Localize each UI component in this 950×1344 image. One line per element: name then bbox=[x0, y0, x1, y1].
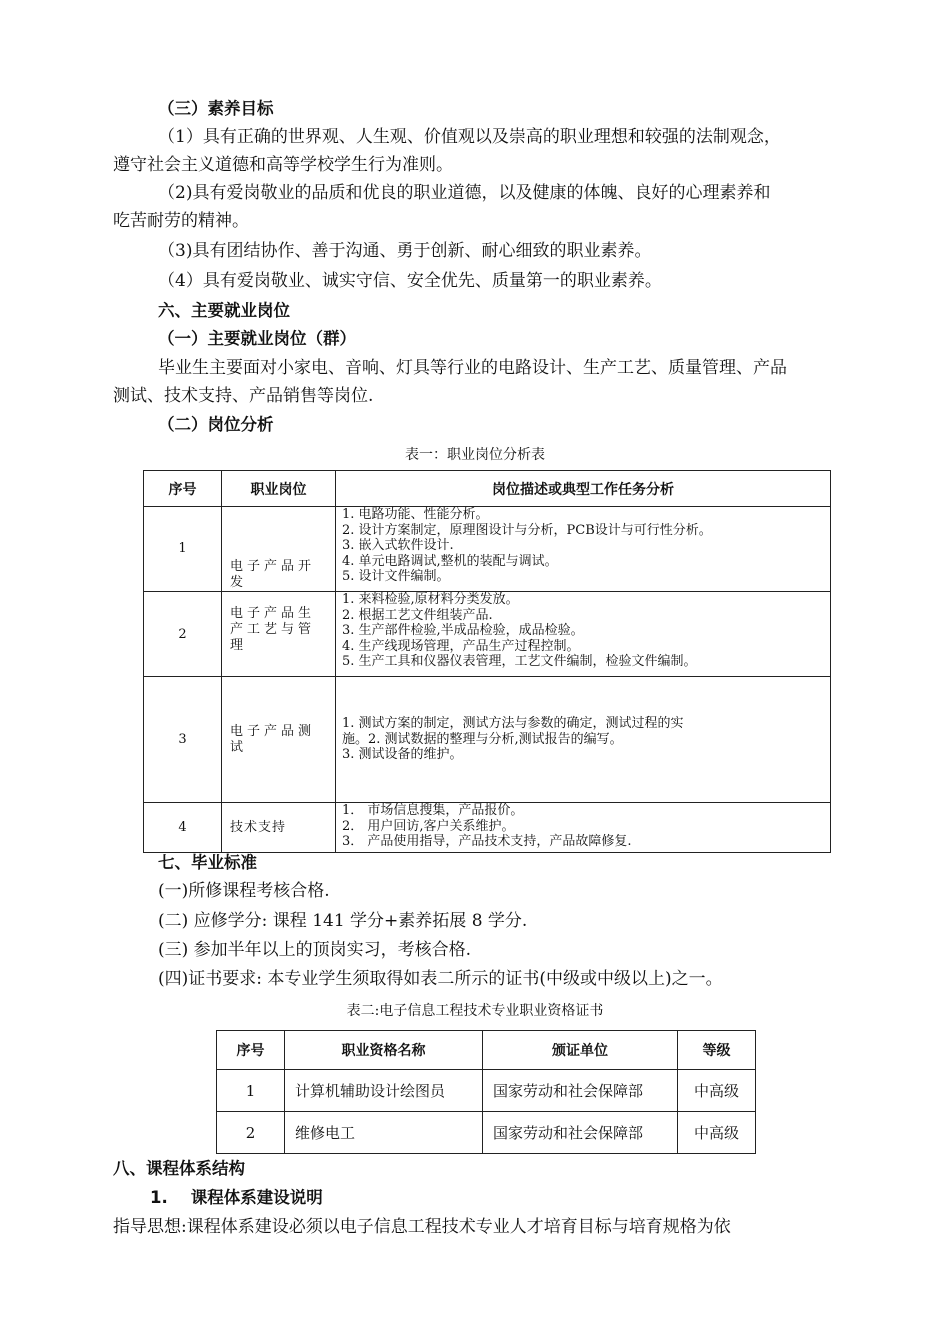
job-title: 电子产品开发 bbox=[222, 507, 336, 592]
paragraph-text: 毕业生主要面对小家电、音响、灯具等行业的电路设计、生产工艺、质量管理、产品 bbox=[158, 358, 787, 378]
row-number: 1 bbox=[217, 1070, 285, 1112]
table-row bbox=[144, 592, 831, 677]
job-description bbox=[336, 592, 831, 677]
description-line: 1. 来料检验,原材料分类发放。 bbox=[342, 592, 519, 607]
paragraph-text: （3)具有团结协作、善于沟通、勇于创新、耐心细致的职业素养。 bbox=[158, 241, 652, 261]
table-header-cell: 颁证单位 bbox=[483, 1031, 678, 1070]
heading-graduation-standard: 七、毕业标准 bbox=[158, 853, 257, 872]
table-header-row bbox=[217, 1031, 756, 1070]
certificate-table bbox=[216, 1030, 756, 1154]
paragraph-text: (二) 应修学分: 课程 141 学分+素养拓展 8 学分. bbox=[158, 911, 528, 931]
heading-employment-positions: 六、主要就业岗位 bbox=[158, 301, 290, 320]
table-header-cell: 序号 bbox=[144, 471, 222, 507]
row-number: 1 bbox=[144, 507, 222, 592]
table-header-cell: 等级 bbox=[678, 1031, 756, 1070]
row-number: 3 bbox=[144, 677, 222, 803]
description-line: 4. 生产线现场管理，产品生产过程控制。 bbox=[342, 638, 580, 654]
paragraph-text: 测试、技术支持、产品销售等岗位. bbox=[113, 386, 374, 406]
position-analysis-table bbox=[143, 470, 831, 853]
paragraph-text: 遵守社会主义道德和高等学校学生行为准则。 bbox=[113, 155, 453, 175]
certificate-level: 中高级 bbox=[678, 1112, 756, 1154]
table-row bbox=[217, 1070, 756, 1112]
job-title: 电子产品生产工艺与管理 bbox=[222, 592, 336, 677]
description-line: 2. 设计方案制定，原理图设计与分析，PCB设计与可行性分析。 bbox=[342, 522, 712, 538]
heading-literacy-goals: （三）素养目标 bbox=[158, 99, 274, 118]
job-title: 技术支持 bbox=[222, 803, 336, 853]
paragraph-text: 吃苦耐劳的精神。 bbox=[113, 211, 249, 231]
table-row bbox=[144, 677, 831, 803]
paragraph-text: (四)证书要求: 本专业学生须取得如表二所示的证书(中级或中级以上)之一。 bbox=[158, 969, 723, 989]
paragraph-text: (一)所修课程考核合格. bbox=[158, 881, 330, 901]
subheading-position-group: （一）主要就业岗位（群） bbox=[158, 329, 356, 348]
row-number: 2 bbox=[217, 1112, 285, 1154]
paragraph-text: （1）具有正确的世界观、人生观、价值观以及崇高的职业理想和较强的法制观念， bbox=[158, 127, 781, 147]
description-line: 3. 测试设备的维护。 bbox=[342, 747, 463, 763]
table-header-row bbox=[144, 471, 831, 507]
heading-curriculum-structure: 八、课程体系结构 bbox=[113, 1159, 245, 1178]
paragraph-text: 指导思想:课程体系建设必须以电子信息工程技术专业人才培育目标与培育规格为依 bbox=[113, 1217, 731, 1237]
description-line: 3. 生产部件检验,半成品检验，成品检验。 bbox=[342, 623, 584, 638]
description-line: 3． 产品使用指导，产品技术支持，产品故障修复. bbox=[342, 834, 632, 849]
description-line: 4. 单元电路调试,整机的装配与调试。 bbox=[342, 553, 558, 569]
job-description bbox=[336, 803, 831, 853]
job-title: 电子产品测试 bbox=[222, 677, 336, 803]
table2-caption: 表二:电子信息工程技术专业职业资格证书 bbox=[346, 1003, 604, 1019]
table-header-cell: 岗位描述或典型工作任务分析 bbox=[336, 471, 831, 507]
certificate-name: 维修电工 bbox=[285, 1112, 483, 1154]
table-row bbox=[144, 803, 831, 853]
table-header-cell: 职业资格名称 bbox=[285, 1031, 483, 1070]
row-number: 4 bbox=[144, 803, 222, 853]
table-header-cell: 序号 bbox=[217, 1031, 285, 1070]
paragraph-text: （4）具有爱岗敬业、诚实守信、安全优先、质量第一的职业素养。 bbox=[158, 271, 662, 291]
description-line: 3. 嵌入式软件设计. bbox=[342, 538, 454, 553]
description-line: 1． 市场信息搜集，产品报价。 bbox=[342, 803, 524, 818]
job-description bbox=[336, 507, 831, 592]
description-line: 1. 测试方案的制定，测试方法与参数的确定，测试过程的实 bbox=[342, 716, 684, 732]
subheading-curriculum-notes: 1. 课程体系建设说明 bbox=[150, 1188, 323, 1207]
table1-caption: 表一：职业岗位分析表 bbox=[405, 447, 545, 463]
description-line: 2． 用户回访,客户关系维护。 bbox=[342, 818, 515, 834]
table-header-cell: 职业岗位 bbox=[222, 471, 336, 507]
description-line: 5. 生产工具和仪器仪表管理，工艺文件编制，检验文件编制。 bbox=[342, 654, 697, 669]
issuing-authority: 国家劳动和社会保障部 bbox=[483, 1070, 678, 1112]
row-number: 2 bbox=[144, 592, 222, 677]
description-line: 2. 根据工艺文件组装产品. bbox=[342, 607, 493, 623]
paragraph-text: (三) 参加半年以上的顶岗实习，考核合格. bbox=[158, 940, 472, 960]
job-description bbox=[336, 677, 831, 803]
certificate-name: 计算机辅助设计绘图员 bbox=[285, 1070, 483, 1112]
table-row bbox=[217, 1112, 756, 1154]
issuing-authority: 国家劳动和社会保障部 bbox=[483, 1112, 678, 1154]
paragraph-text: （2)具有爱岗敬业的品质和优良的职业道德，以及健康的体魄、良好的心理素养和 bbox=[158, 183, 771, 203]
subheading-position-analysis: （二）岗位分析 bbox=[158, 415, 274, 434]
certificate-level: 中高级 bbox=[678, 1070, 756, 1112]
description-line: 施。2. 测试数据的整理与分析,测试报告的编写。 bbox=[342, 731, 623, 747]
table-row bbox=[144, 507, 831, 592]
description-line: 1. 电路功能、性能分析。 bbox=[342, 507, 489, 522]
description-line: 5. 设计文件编制。 bbox=[342, 569, 450, 584]
